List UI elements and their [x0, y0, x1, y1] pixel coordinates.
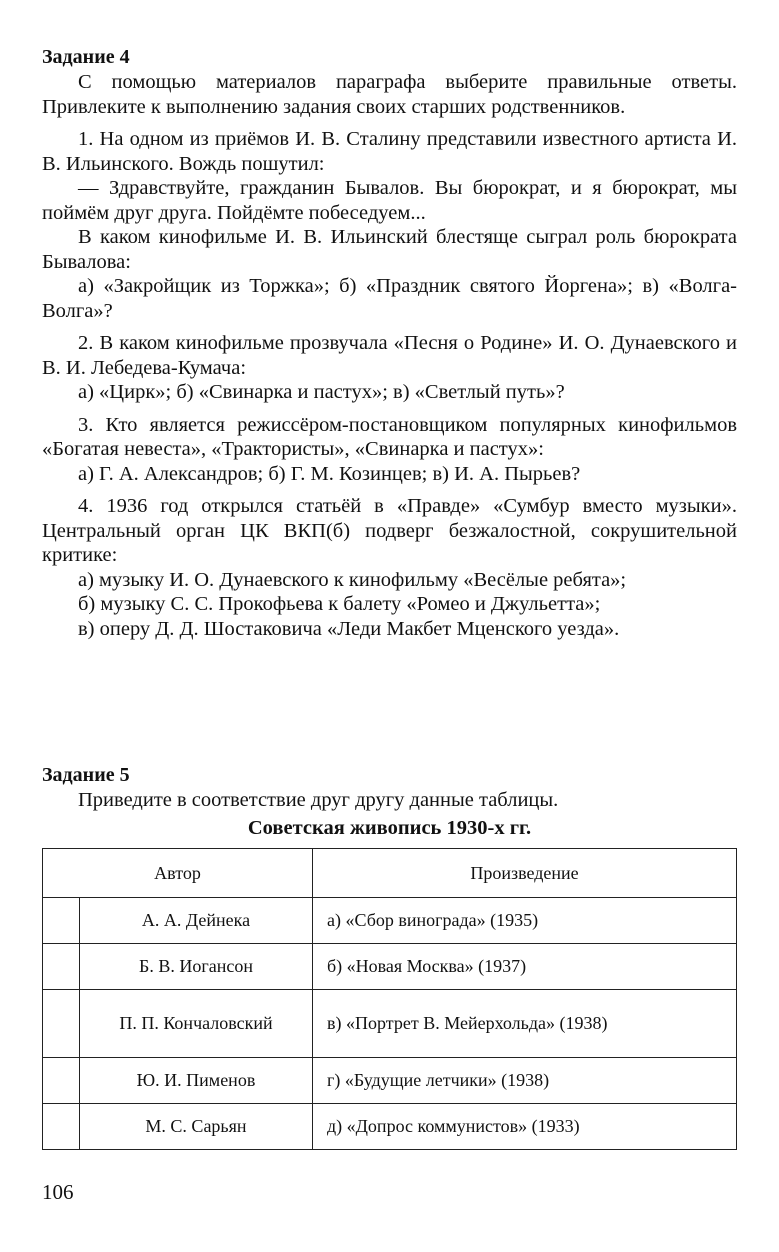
header-author: Автор	[43, 849, 313, 898]
work-cell: в) «Портрет В. Мейерхольда» (1938)	[313, 990, 737, 1058]
task4-title: Задание 4	[42, 46, 130, 68]
work-cell: г) «Будущие летчики» (1938)	[313, 1058, 737, 1104]
blank-cell	[43, 1104, 80, 1150]
author-cell: Б. В. Иогансон	[80, 944, 313, 990]
question-1-options: а) «Закройщик из Торжка»; б) «Праздник святого Йоргена»; в) «Волга-Волга»?	[42, 275, 737, 322]
question-1: 1. На одном из приёмов И. В. Сталину представили известного артиста И. В. Ильинского. Вождь пошутил:	[42, 128, 737, 175]
task5-title: Задание 5	[42, 764, 130, 786]
table-row	[43, 1104, 737, 1150]
task4-intro: С помощью материалов параграфа выберите правильные ответы. Привлеките к выполнению задания своих старших родственников.	[42, 71, 737, 118]
work-cell: а) «Сбор винограда» (1935)	[313, 898, 737, 944]
task5-intro: Приведите в соответствие друг другу данные таблицы.	[78, 789, 559, 811]
author-cell: А. А. Дейнека	[80, 898, 313, 944]
blank-cell	[43, 1058, 80, 1104]
table-row	[43, 898, 737, 944]
blank-cell	[43, 990, 80, 1058]
table-row	[43, 944, 737, 990]
author-cell: Ю. И. Пименов	[80, 1058, 313, 1104]
table-row	[43, 1058, 737, 1104]
question-4: 4. 1936 год открылся статьёй в «Правде» «Сумбур вместо музыки». Центральный орган ЦК ВКП(б) подверг безжалостной, сокрушительной критике:	[42, 495, 737, 566]
question-1-question: В каком кинофильме И. В. Ильинский блестяще сыграл роль бюрократа Бывалова:	[42, 226, 737, 273]
task4-section	[42, 44, 737, 641]
question-3: 3. Кто является режиссёром-постановщиком популярных кинофильмов «Богатая невеста», «Трактористы», «Свинарка и пастух»:	[42, 413, 737, 460]
paintings-table	[42, 848, 737, 1150]
work-cell: б) «Новая Москва» (1937)	[313, 944, 737, 990]
question-4-option-a: а) музыку И. О. Дунаевского к кинофильму «Весёлые ребята»;	[78, 568, 627, 591]
table-title: Советская живопись 1930-х гг.	[247, 816, 532, 839]
question-1-quote: — Здравствуйте, гражданин Бывалов. Вы бюрократ, и я бюрократ, мы поймём друг друга. Пойдёмте побеседуем...	[42, 177, 737, 224]
task5-section	[42, 762, 737, 849]
page-number: 106	[42, 1180, 74, 1204]
question-2: 2. В каком кинофильме прозвучала «Песня о Родине» И. О. Дунаевского и В. И. Лебедева-Кумача:	[42, 332, 737, 379]
author-cell: М. С. Сарьян	[80, 1104, 313, 1150]
question-4-option-c: в) оперу Д. Д. Шостаковича «Леди Макбет Мценского уезда».	[78, 617, 620, 640]
table-row	[43, 990, 737, 1058]
table-header-row	[43, 849, 737, 898]
question-2-options: а) «Цирк»; б) «Свинарка и пастух»; в) «Светлый путь»?	[78, 381, 565, 403]
question-4-option-b: б) музыку С. С. Прокофьева к балету «Ромео и Джульетта»;	[78, 593, 601, 615]
blank-cell	[43, 944, 80, 990]
author-cell: П. П. Кончаловский	[80, 990, 313, 1058]
blank-cell	[43, 898, 80, 944]
work-cell: д) «Допрос коммунистов» (1933)	[313, 1104, 737, 1150]
header-work: Произведение	[313, 849, 737, 898]
question-3-options: а) Г. А. Александров; б) Г. М. Козинцев; в) И. А. Пырьев?	[78, 462, 581, 485]
